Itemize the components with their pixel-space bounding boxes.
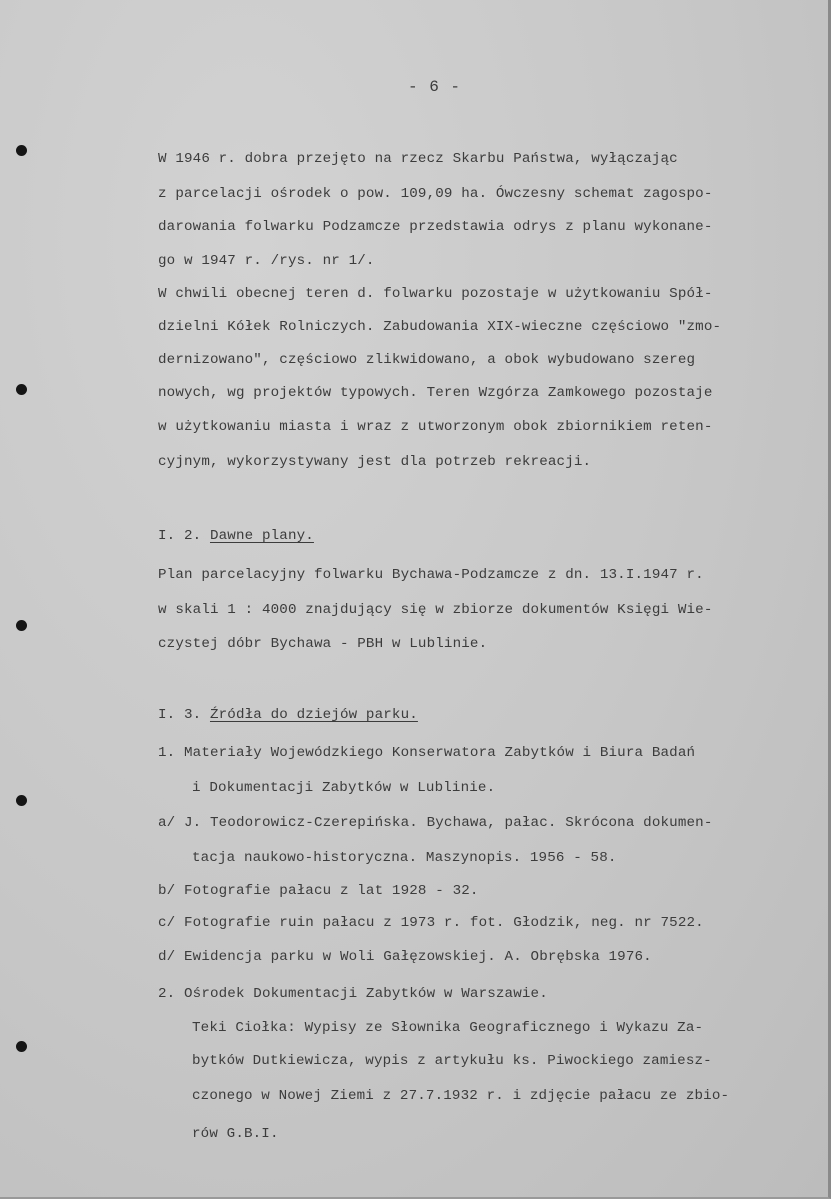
list-item-continued: Teki Ciołka: Wypisy ze Słownika Geograficznego i Wykazu Za- bbox=[192, 1020, 704, 1036]
list-item: d/ Ewidencja parku w Woli Gałęzowskiej. A. Obrębska 1976. bbox=[158, 949, 652, 965]
list-item-continued: bytków Dutkiewicza, wypis z artykułu ks. Piwockiego zamiesz- bbox=[192, 1053, 712, 1069]
list-item: a/ J. Teodorowicz-Czerepińska. Bychawa, pałac. Skrócona dokumen- bbox=[158, 815, 713, 831]
text-line: czystej dóbr Bychawa - PBH w Lublinie. bbox=[158, 636, 488, 652]
list-item-continued: tacja naukowo-historyczna. Maszynopis. 1956 - 58. bbox=[192, 850, 617, 866]
list-item: b/ Fotografie pałacu z lat 1928 - 32. bbox=[158, 883, 479, 899]
punch-hole bbox=[16, 795, 27, 806]
text-line: cyjnym, wykorzystywany jest dla potrzeb rekreacji. bbox=[158, 454, 592, 470]
list-item: 2. Ośrodek Dokumentacji Zabytków w Warszawie. bbox=[158, 986, 548, 1002]
punch-hole bbox=[16, 1041, 27, 1052]
text-line: w użytkowaniu miasta i wraz z utworzonym obok zbiornikiem reten- bbox=[158, 419, 713, 435]
text-line: darowania folwarku Podzamcze przedstawia odrys z planu wykonane- bbox=[158, 219, 713, 235]
list-item-continued: i Dokumentacji Zabytków w Lublinie. bbox=[192, 780, 496, 796]
text-line: nowych, wg projektów typowych. Teren Wzgórza Zamkowego pozostaje bbox=[158, 385, 713, 401]
section-title: Dawne plany. bbox=[209, 528, 314, 544]
text-line: go w 1947 r. /rys. nr 1/. bbox=[158, 253, 375, 269]
section-number: I. 2. bbox=[158, 528, 210, 544]
text-line: W chwili obecnej teren d. folwarku pozostaje w użytkowaniu Spół- bbox=[158, 286, 713, 302]
section-heading bbox=[158, 706, 418, 724]
punch-hole bbox=[16, 620, 27, 631]
list-item: c/ Fotografie ruin pałacu z 1973 r. fot. Głodzik, neg. nr 7522. bbox=[158, 915, 704, 931]
section-number: I. 3. bbox=[158, 707, 210, 723]
list-item-continued: rów G.B.I. bbox=[192, 1126, 279, 1142]
page-number: - 6 - bbox=[408, 78, 462, 96]
punch-hole bbox=[16, 384, 27, 395]
text-line: z parcelacji ośrodek o pow. 109,09 ha. Ówczesny schemat zagospo- bbox=[158, 186, 713, 202]
text-line: w skali 1 : 4000 znajdujący się w zbiorze dokumentów Księgi Wie- bbox=[158, 602, 713, 618]
list-item: 1. Materiały Wojewódzkiego Konserwatora Zabytków i Biura Badań bbox=[158, 745, 696, 761]
punch-hole bbox=[16, 145, 27, 156]
text-line: W 1946 r. dobra przejęto na rzecz Skarbu Państwa, wyłączając bbox=[158, 151, 678, 167]
text-line: dernizowano", częściowo zlikwidowano, a obok wybudowano szereg bbox=[158, 352, 696, 368]
text-line: Plan parcelacyjny folwarku Bychawa-Podzamcze z dn. 13.I.1947 r. bbox=[158, 567, 704, 583]
section-title: Źródła do dziejów parku. bbox=[209, 707, 418, 723]
section-heading bbox=[158, 527, 314, 545]
list-item-continued: czonego w Nowej Ziemi z 27.7.1932 r. i zdjęcie pałacu ze zbio- bbox=[192, 1088, 730, 1104]
text-line: dzielni Kółek Rolniczych. Zabudowania XIX-wieczne częściowo "zmo- bbox=[158, 319, 722, 335]
